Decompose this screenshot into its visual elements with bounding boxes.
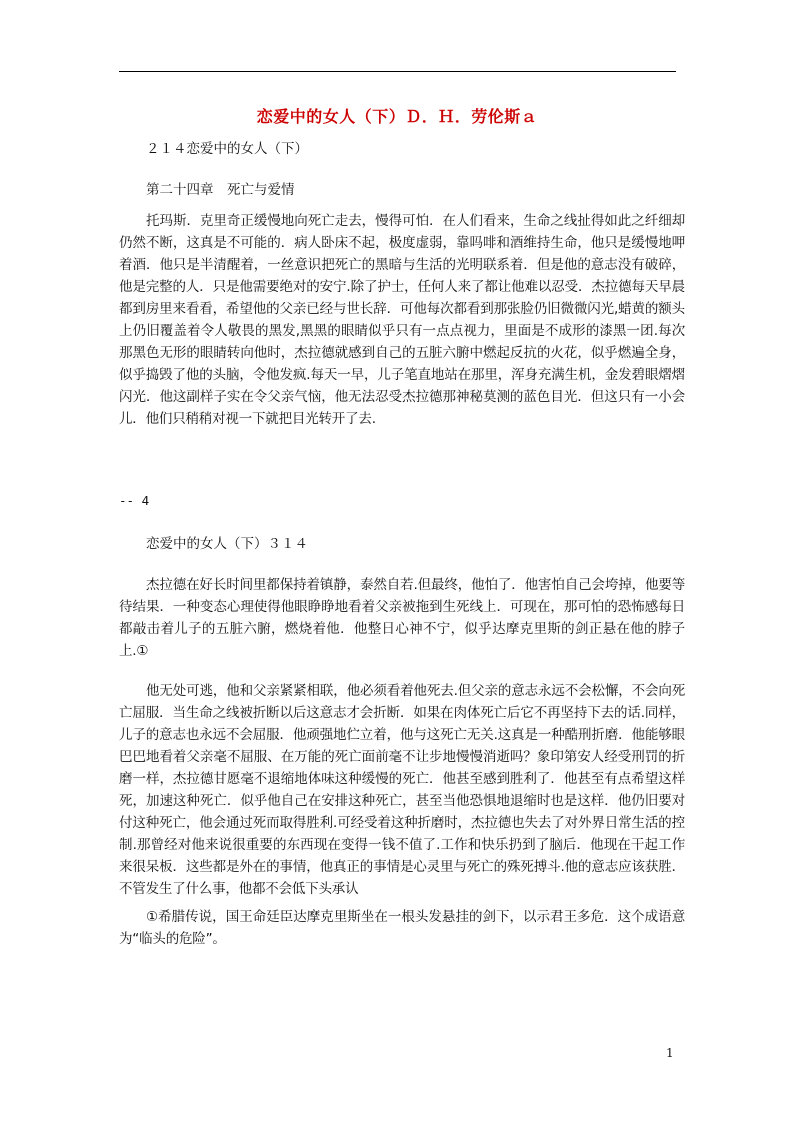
header-rule xyxy=(119,71,676,72)
running-header: 恋爱中的女人（下）３１４ xyxy=(146,536,308,552)
document-title: 恋爱中的女人（下）Ｄ．Ｈ．劳伦斯ａ xyxy=(256,107,538,126)
footnote: ①希腊传说，国王命廷臣达摩克里斯坐在一根头发悬挂的剑下，以示君王多危．这个成语意为“临头的危险”。 xyxy=(119,909,685,947)
section-subheading: ２１４恋爱中的女人（下） xyxy=(146,141,308,157)
body-paragraph-3: 他无处可逃，他和父亲紧紧相联，他必须看着他死去.但父亲的意志永远不会松懈，不会向死亡屈服．当生命之线被折断以后这意志才会折断．如果在肉体死亡后它不再坚持下去的话.同样，儿子的意志也永远不会屈服．他顽强地伫立着，他与这死亡无关.这真是一种酷刑折磨．他能够眼巴巴地看着父亲毫不屈服、在万能的死亡面前毫不让步地慢慢消逝吗？象印第安人经受刑罚的折磨一样，杰拉德甘愿毫不退缩地体味这种缓慢的死亡．他甚至感到胜利了．他甚至有点希望这样死，加速这种死亡．似乎他自己在安排这种死亡，甚至当他恐惧地退缩时也是这样．他仍旧要对付这种死亡，他会通过死而取得胜利.可经受着这种折磨时，杰拉德也失去了对外界日常生活的控制.那曾经对他来说很重要的东西现在变得一钱不值了.工作和快乐扔到了脑后．他现在干起工作来很呆板．这些都是外在的事情，他真正的事情是心灵里与死亡的殊死搏斗.他的意志应该获胜．不管发生了什么事，他都不会低下头承认 xyxy=(119,683,685,897)
page-break-marker: -- 4 xyxy=(119,493,150,508)
page-number: 1 xyxy=(666,1046,674,1060)
body-paragraph-1: 托玛斯．克里奇正缓慢地向死亡走去，慢得可怕．在人们看来，生命之线扯得如此之纤细却仍然不断，这真是不可能的．病人卧床不起，极度虚弱，靠吗啡和酒维持生命，他只是缓慢地呷着酒．他只是半清醒着，一丝意识把死亡的黑暗与生活的光明联系着．但是他的意志没有破碎，他是完整的人．只是他需要绝对的安宁.除了护士，任何人来了都让他难以忍受．杰拉德每天早晨都到房里来看看，希望他的父亲已经与世长辞．可他每次都看到那张脸仍旧微微闪光,蜡黄的额头上仍旧覆盖着令人敬畏的黑发,黑黑的眼睛似乎只有一点点视力，里面是不成形的漆黑一团.每次那黑色无形的眼睛转向他时，杰拉德就感到自己的五脏六腑中燃起反抗的火花，似乎燃遍全身，似乎捣毁了他的头脑，令他发疯.每天一早，儿子笔直地站在那里，浑身充满生机，金发碧眼熠熠闪光．他这副样子实在令父亲气恼，他无法忍受杰拉德那神秘莫测的蓝色目光．但这只有一小会儿．他们只稍稍对视一下就把目光转开了去. xyxy=(119,213,685,427)
chapter-heading: 第二十四章 死亡与爱情 xyxy=(146,182,295,198)
body-paragraph-2: 杰拉德在好长时间里都保持着镇静，泰然自若.但最终，他怕了．他害怕自己会垮掉，他要等待结果．一种变态心理使得他眼睁睁地看着父亲被拖到生死线上．可现在，那可怕的恐怖感每日都敲击着儿子的五脏六腑，燃烧着他．他整日心神不宁，似乎达摩克里斯的剑正悬在他的脖子上.① xyxy=(119,577,685,659)
